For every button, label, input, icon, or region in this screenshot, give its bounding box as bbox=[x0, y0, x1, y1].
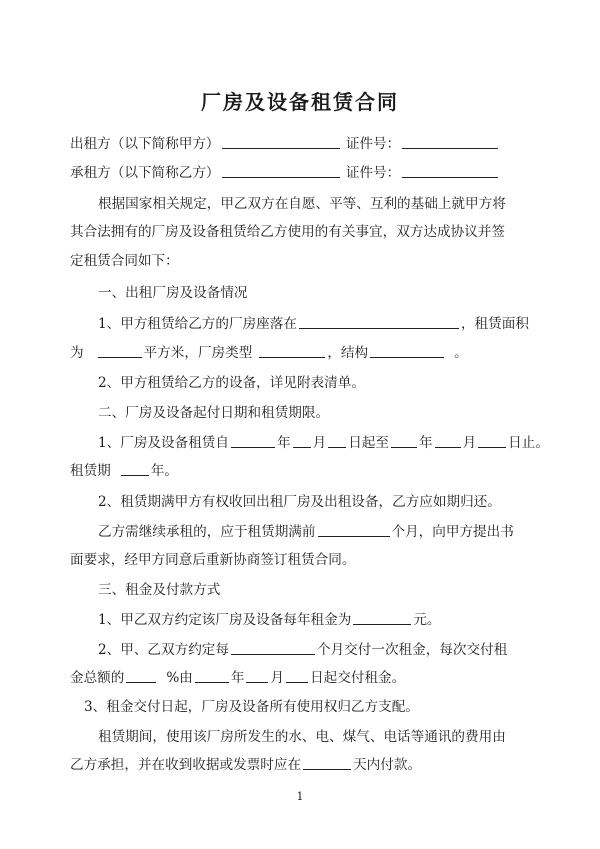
lessee-label: 承租方（以下简称乙方） bbox=[70, 165, 220, 181]
area-blank[interactable] bbox=[98, 343, 142, 358]
lessor-id-label: 证件号： bbox=[345, 136, 401, 152]
s2-p1-line-1 bbox=[98, 433, 549, 453]
annual-rent-blank[interactable] bbox=[353, 610, 411, 625]
lessee-line bbox=[70, 163, 500, 183]
s1-p1-text-e: ，结构 bbox=[327, 345, 369, 361]
s3-p4-line-2 bbox=[70, 755, 421, 775]
s1-p1-text-d: 平方米，厂房类型 bbox=[143, 345, 253, 361]
s3-p4-text-c: 天内付款。 bbox=[353, 757, 422, 773]
s1-p1-text-f: 。 bbox=[454, 345, 468, 361]
start-day-blank[interactable] bbox=[328, 433, 346, 448]
s3-p2-text-a: 2、甲、乙双方约定每 bbox=[98, 642, 229, 658]
s2-p1-line-2 bbox=[70, 461, 178, 481]
section-3-heading: 三、租金及付款方式 bbox=[98, 582, 221, 598]
s1-p1-text-a: 1、甲方租赁给乙方的厂房座落在 bbox=[98, 316, 297, 332]
structure-blank[interactable] bbox=[370, 343, 444, 358]
payment-day-blank[interactable] bbox=[286, 668, 308, 683]
month-label: 月 bbox=[462, 435, 477, 451]
s2-p3-text-b: 个月，向甲方提出书 bbox=[391, 524, 514, 540]
end-day-label: 日止。 bbox=[508, 435, 549, 451]
intro-line-2: 其合法拥有的厂房及设备租赁给乙方使用的有关事宜，双方达成协议并签 bbox=[70, 224, 505, 240]
lease-term-blank[interactable] bbox=[121, 461, 149, 476]
s1-p1-text-c: 为 bbox=[70, 345, 84, 361]
page-title: 厂房及设备租赁合同 bbox=[201, 90, 399, 114]
s1-p1-line-2 bbox=[70, 343, 468, 363]
year-label: 年 bbox=[418, 435, 433, 451]
s3-p4-text-b: 乙方承担，并在收到收据或发票时应在 bbox=[70, 757, 302, 773]
s3-p2-text-b: 个月交付一次租金，每次交付租 bbox=[317, 642, 508, 658]
s3-p2-line-2 bbox=[70, 668, 405, 688]
percentage-blank[interactable] bbox=[126, 668, 156, 683]
start-month-blank[interactable] bbox=[293, 433, 311, 448]
s1-p1-text-b: ，租赁面积 bbox=[460, 316, 529, 332]
lessor-name-blank[interactable] bbox=[222, 134, 340, 149]
s1-p2: 2、甲方租赁给乙方的设备，详见附表清单。 bbox=[98, 375, 365, 391]
intro-line-3: 定租赁合同如下： bbox=[70, 253, 179, 269]
s3-p1-text-b: 元。 bbox=[413, 612, 441, 628]
s3-p2-text-d: %由 bbox=[166, 670, 193, 686]
s3-p1-text-a: 1、甲乙双方约定该厂房及设备每年租金为 bbox=[98, 612, 352, 628]
s3-p2-text-g: 日起交付租金。 bbox=[310, 670, 406, 686]
end-day-blank[interactable] bbox=[478, 433, 506, 448]
s2-p3-text-a: 乙方需继续承租的，应于租赁期满前 bbox=[98, 524, 316, 540]
section-2-heading: 二、厂房及设备起付日期和租赁期限。 bbox=[98, 405, 330, 421]
s3-p4-line-1: 租赁期间，使用该厂房所发生的水、电、煤气、电话等通讯的费用由 bbox=[98, 729, 506, 745]
from-day-label: 日起至 bbox=[348, 435, 389, 451]
s3-p2-text-e: 年 bbox=[230, 670, 245, 686]
start-year-blank[interactable] bbox=[231, 433, 275, 448]
s1-p1-line-1 bbox=[98, 314, 529, 334]
section-1-heading: 一、出租厂房及设备情况 bbox=[98, 285, 248, 301]
lessor-line bbox=[70, 134, 500, 154]
s2-p3-line-1 bbox=[98, 522, 514, 542]
payment-days-blank[interactable] bbox=[303, 755, 351, 770]
s2-p1-text-a: 1、厂房及设备租赁自 bbox=[98, 435, 229, 451]
renewal-months-blank[interactable] bbox=[318, 522, 390, 537]
factory-location-blank[interactable] bbox=[299, 314, 459, 329]
s3-p2-text-f: 月 bbox=[270, 670, 285, 686]
page-number: 1 bbox=[296, 790, 304, 803]
payment-month-blank[interactable] bbox=[246, 668, 268, 683]
payment-interval-blank[interactable] bbox=[231, 640, 315, 655]
lessor-label: 出租方（以下简称甲方） bbox=[70, 136, 220, 152]
lessor-id-blank[interactable] bbox=[402, 134, 498, 149]
s3-p2-text-c: 金总额的 bbox=[70, 670, 125, 686]
end-year-blank[interactable] bbox=[391, 433, 417, 448]
s2-p1-text-b: 租赁期 bbox=[70, 463, 111, 479]
s2-p2: 2、租赁期满甲方有权收回出租厂房及出租设备，乙方应如期归还。 bbox=[98, 494, 501, 510]
payment-year-blank[interactable] bbox=[195, 668, 229, 683]
lessee-id-label: 证件号： bbox=[345, 165, 401, 181]
lessee-name-blank[interactable] bbox=[222, 163, 340, 178]
intro-line-1: 根据国家相关规定，甲乙双方在自愿、平等、互利的基础上就甲方将 bbox=[98, 196, 506, 212]
s2-p3-line-2: 面要求，经甲方同意后重新协商签订租赁合同。 bbox=[70, 552, 356, 568]
end-month-blank[interactable] bbox=[435, 433, 461, 448]
factory-type-blank[interactable] bbox=[259, 343, 325, 358]
s3-p3: 3、租金交付日起，厂房及设备所有使用权归乙方支配。 bbox=[84, 699, 419, 715]
s2-p1-text-c: 年。 bbox=[150, 463, 178, 479]
lessee-id-blank[interactable] bbox=[402, 163, 498, 178]
year-label: 年 bbox=[277, 435, 291, 451]
s3-p2-line-1 bbox=[98, 640, 507, 660]
s3-p1 bbox=[98, 610, 441, 630]
month-label: 月 bbox=[312, 435, 327, 451]
